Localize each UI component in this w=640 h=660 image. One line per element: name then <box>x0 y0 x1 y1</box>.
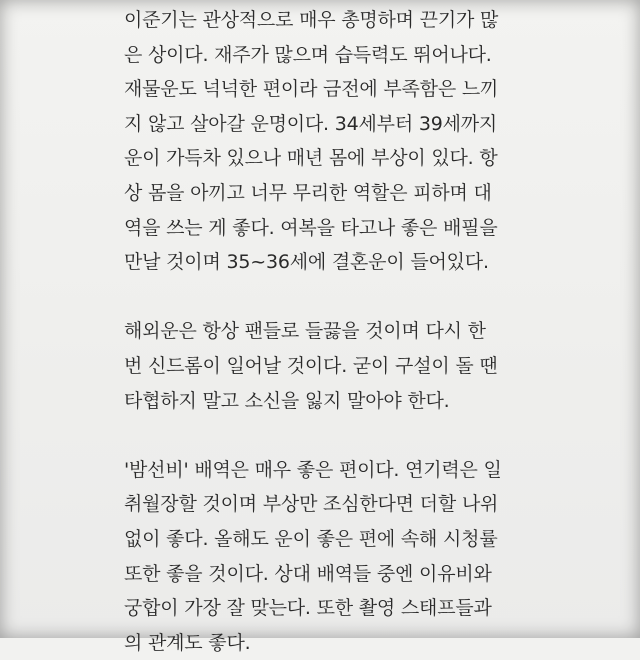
text-line: 없이 좋다. 올해도 운이 좋은 편에 속해 시청률 <box>124 527 498 550</box>
text-line: 취월장할 것이며 부상만 조심한다면 더할 나위 <box>124 493 499 516</box>
text-line: 타협하지 말고 소신을 잃지 말아야 한다. <box>124 389 450 412</box>
paragraph-gap <box>124 418 634 453</box>
text-line: 해외운은 항상 팬들로 들끓을 것이며 다시 한 <box>124 320 486 343</box>
text-line: 운이 가득차 있으나 매년 몸에 부상이 있다. 항 <box>124 147 498 170</box>
fortune-text-block <box>124 3 634 660</box>
paragraph-1 <box>124 3 634 280</box>
paragraph-2 <box>124 314 634 418</box>
text-line: 상 몸을 아끼고 너무 무리한 역할은 피하며 대 <box>124 181 492 204</box>
paragraph-gap <box>124 280 634 315</box>
text-line: 번 신드롬이 일어날 것이다. 굳이 구설이 돌 땐 <box>124 354 498 377</box>
text-line: 만날 것이며 35~36세에 결혼운이 들어있다. <box>124 251 489 274</box>
text-line: 역을 쓰는 게 좋다. 여복을 타고나 좋은 배필을 <box>124 216 498 239</box>
text-line: 궁합이 가장 잘 맞는다. 또한 촬영 스태프들과 <box>124 597 492 620</box>
text-line: 지 않고 살아갈 운명이다. 34세부터 39세까지 <box>124 112 498 135</box>
text-line: 이준기는 관상적으로 매우 총명하며 끈기가 많 <box>124 9 499 31</box>
text-line: 은 상이다. 재주가 많으며 습득력도 뛰어나다. <box>124 43 492 66</box>
text-line: '밤선비' 배역은 매우 좋은 편이다. 연기력은 일 <box>124 458 502 481</box>
text-line: 재물운도 넉넉한 편이라 금전에 부족함은 느끼 <box>124 78 499 101</box>
paragraph-3 <box>124 453 634 660</box>
text-line: 의 관계도 좋다. <box>124 631 251 654</box>
text-line: 또한 좋을 것이다. 상대 배역들 중엔 이유비와 <box>124 562 492 585</box>
